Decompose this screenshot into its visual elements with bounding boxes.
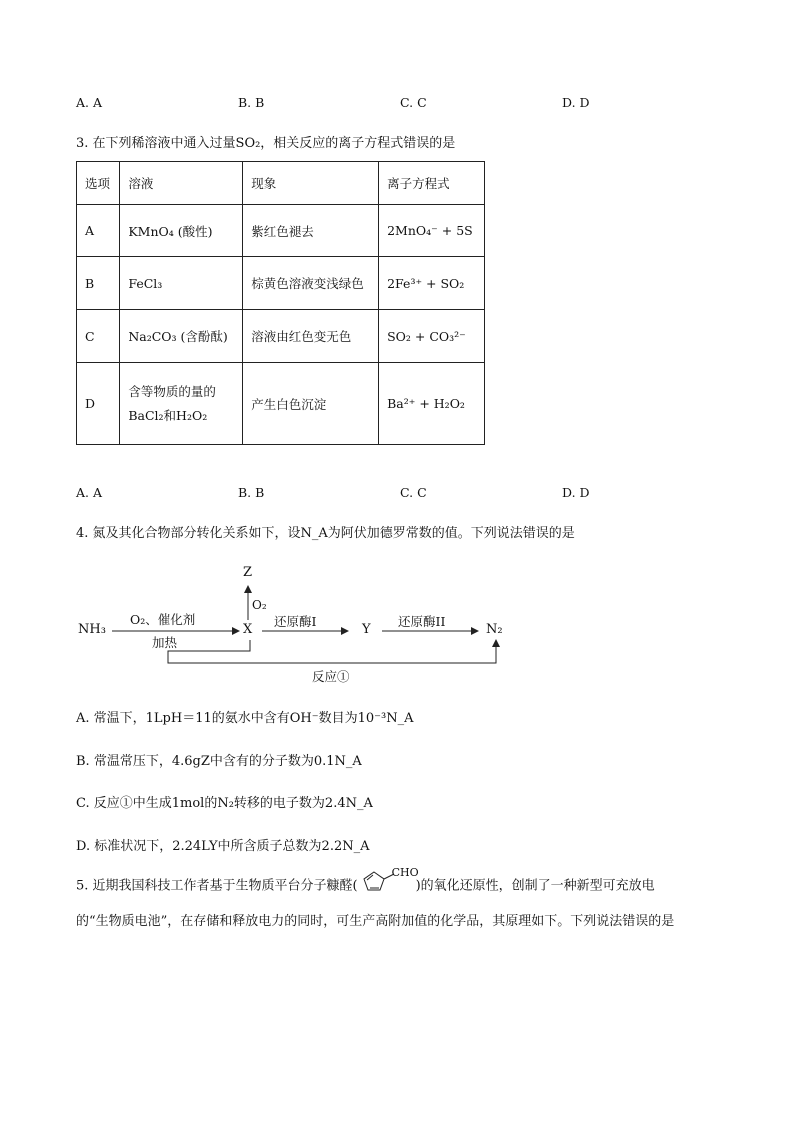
q2-option-c: C. C [400,95,427,110]
label-o2: O₂ [252,598,267,612]
table-row [77,257,485,310]
q5-stem-line2: 的“生物质电池”，在存储和释放电力的同时，可生产高附加值的化学品，其原理如下。下列说法错误的是 [76,914,675,929]
label-enzyme-2: 还原酶II [398,614,446,629]
row-a-phenomenon: 紫红色褪去 [243,205,379,257]
row-a-solution: KMnO₄ (酸性) [120,205,243,257]
nitrogen-conversion-diagram [76,560,516,690]
q4-option-b: B. 常温常压下，4.6gZ中含有的分子数为0.1N_A [76,754,362,769]
q3-option-d: D. D [562,485,590,500]
row-c-phenomenon: 溶液由红色变无色 [243,310,379,363]
q5-stem-line1 [76,866,655,898]
header-equation: 离子方程式 [379,162,485,205]
table-header-row [77,162,485,205]
row-c-equation: SO₂ + CO₃²⁻ [379,310,485,363]
row-c-option: C [77,310,120,363]
q3-table-wrapper [76,161,485,446]
label-n2: N₂ [486,622,503,637]
label-z: Z [243,565,253,580]
row-d-solution-line1: 含等物质的量的 [128,383,216,399]
row-b-phenomenon: 棕黄色溶液变浅绿色 [243,257,379,310]
q3-option-a: A. A [76,485,103,500]
label-enzyme-1: 还原酶I [274,614,317,629]
label-reaction-1: 反应① [312,669,350,684]
table-row [77,205,485,257]
row-b-solution: FeCl₃ [120,257,243,310]
q4-option-c: C. 反应①中生成1mol的N₂转移的电子数为2.4N_A [76,796,373,811]
label-nh3: NH₃ [78,622,106,637]
label-x: X [243,622,253,637]
row-d-solution-line2: BaCl₂和H₂O₂ [128,407,208,423]
q4-option-a: A. 常温下，1LpH＝11的氨水中含有OH⁻数目为10⁻³N_A [76,711,414,726]
row-d-option: D [77,363,120,445]
table-row [77,310,485,363]
row-d-phenomenon: 产生白色沉淀 [243,363,379,445]
row-a-equation: 2MnO₄⁻ + 5S [379,205,485,257]
q3-table [76,161,485,445]
furfural-structure [358,866,419,898]
header-phenomenon: 现象 [243,162,379,205]
label-condition-bottom: 加热 [152,635,178,650]
row-b-option: B [77,257,120,310]
q2-option-b: B. B [238,95,265,110]
q3-option-c: C. C [400,485,427,500]
arrow-reaction-1 [168,640,496,663]
q4-option-d: D. 标准状况下，2.24LY中所含质子总数为2.2N_A [76,839,370,854]
q2-option-d: D. D [562,95,590,110]
row-c-solution: Na₂CO₃ (含酚酞) [120,310,243,363]
q4-stem: 4. 氮及其化合物部分转化关系如下，设N_A为阿伏加德罗常数的值。下列说法错误的是 [76,526,575,541]
label-condition-top: O₂、催化剂 [130,612,196,627]
cho-label: CHO [391,866,419,879]
q5-stem-part2: )的氧化还原性，创制了一种新型可充放电 [415,878,655,894]
row-d-equation: Ba²⁺ + H₂O₂ [379,363,485,445]
q3-stem: 3. 在下列稀溶液中通入过量SO₂，相关反应的离子方程式错误的是 [76,136,456,151]
q5-stem-part1: 5. 近期我国科技工作者基于生物质平台分子糠醛( [76,878,358,894]
row-d-solution [120,363,243,445]
row-b-equation: 2Fe³⁺ + SO₂ [379,257,485,310]
row-a-option: A [77,205,120,257]
header-solution: 溶液 [120,162,243,205]
label-y: Y [362,622,371,637]
header-option: 选项 [77,162,120,205]
table-row [77,363,485,445]
q2-option-a: A. A [76,95,103,110]
q3-option-b: B. B [238,485,265,500]
